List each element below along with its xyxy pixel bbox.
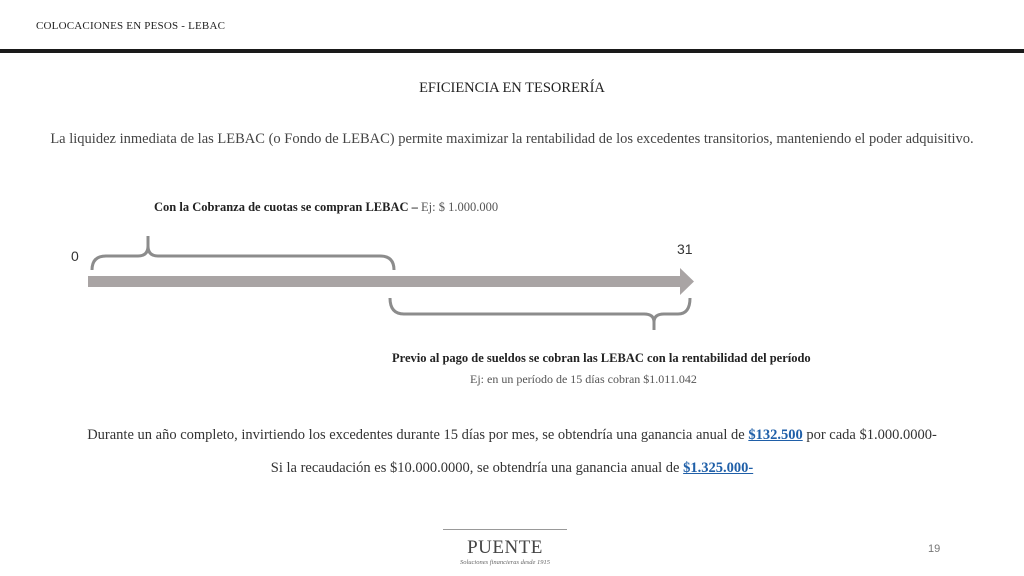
bottom-brace xyxy=(390,298,690,330)
intro-text: La liquidez inmediata de las LEBAC (o Fondo de LEBAC) permite maximizar la rentabilidad de los excedentes transitorios, manteniendo el poder adquisitivo. xyxy=(50,131,974,147)
annual-gain-text: Durante un año completo, invirtiendo los excedentes durante 15 días por mes, se obtendría una ganancia anual de xyxy=(87,427,749,443)
collection-gain-line xyxy=(0,460,1024,477)
timeline-end-label: 31 xyxy=(677,241,693,257)
annual-gain-amount: $132.500 xyxy=(748,427,803,443)
timeline-arrow-shaft xyxy=(88,276,680,287)
collection-gain-text: Si la recaudación es $10.000.0000, se obtendría una ganancia anual de xyxy=(270,460,684,476)
collection-gain-amount: $1.325.000- xyxy=(683,460,754,476)
timeline-start-label: 0 xyxy=(71,248,79,264)
logo-tagline: Soluciones financieras desde 1915 xyxy=(459,559,551,566)
section-header: COLOCACIONES EN PESOS - LEBAC xyxy=(36,20,226,32)
slide-title: EFICIENCIA EN TESORERÍA xyxy=(419,80,605,96)
annual-gain-suffix: por cada $1.000.0000- xyxy=(802,427,937,443)
timeline-arrow-head xyxy=(680,268,694,295)
puente-logo: PUENTE xyxy=(467,537,543,558)
second-brace-caption: Previo al pago de sueldos se cobran las LEBAC con la rentabilidad del período xyxy=(392,351,811,365)
first-caption-example: Ej: $ 1.000.000 xyxy=(417,200,499,214)
first-caption-bold: Con la Cobranza de cuotas se compran LEBAC – xyxy=(154,200,418,214)
logo-divider xyxy=(443,529,567,530)
top-brace xyxy=(92,236,394,270)
annual-gain-line xyxy=(0,427,1024,444)
second-brace-example: Ej: en un período de 15 días cobran $1.011.042 xyxy=(470,372,697,386)
page-number: 19 xyxy=(928,543,941,555)
